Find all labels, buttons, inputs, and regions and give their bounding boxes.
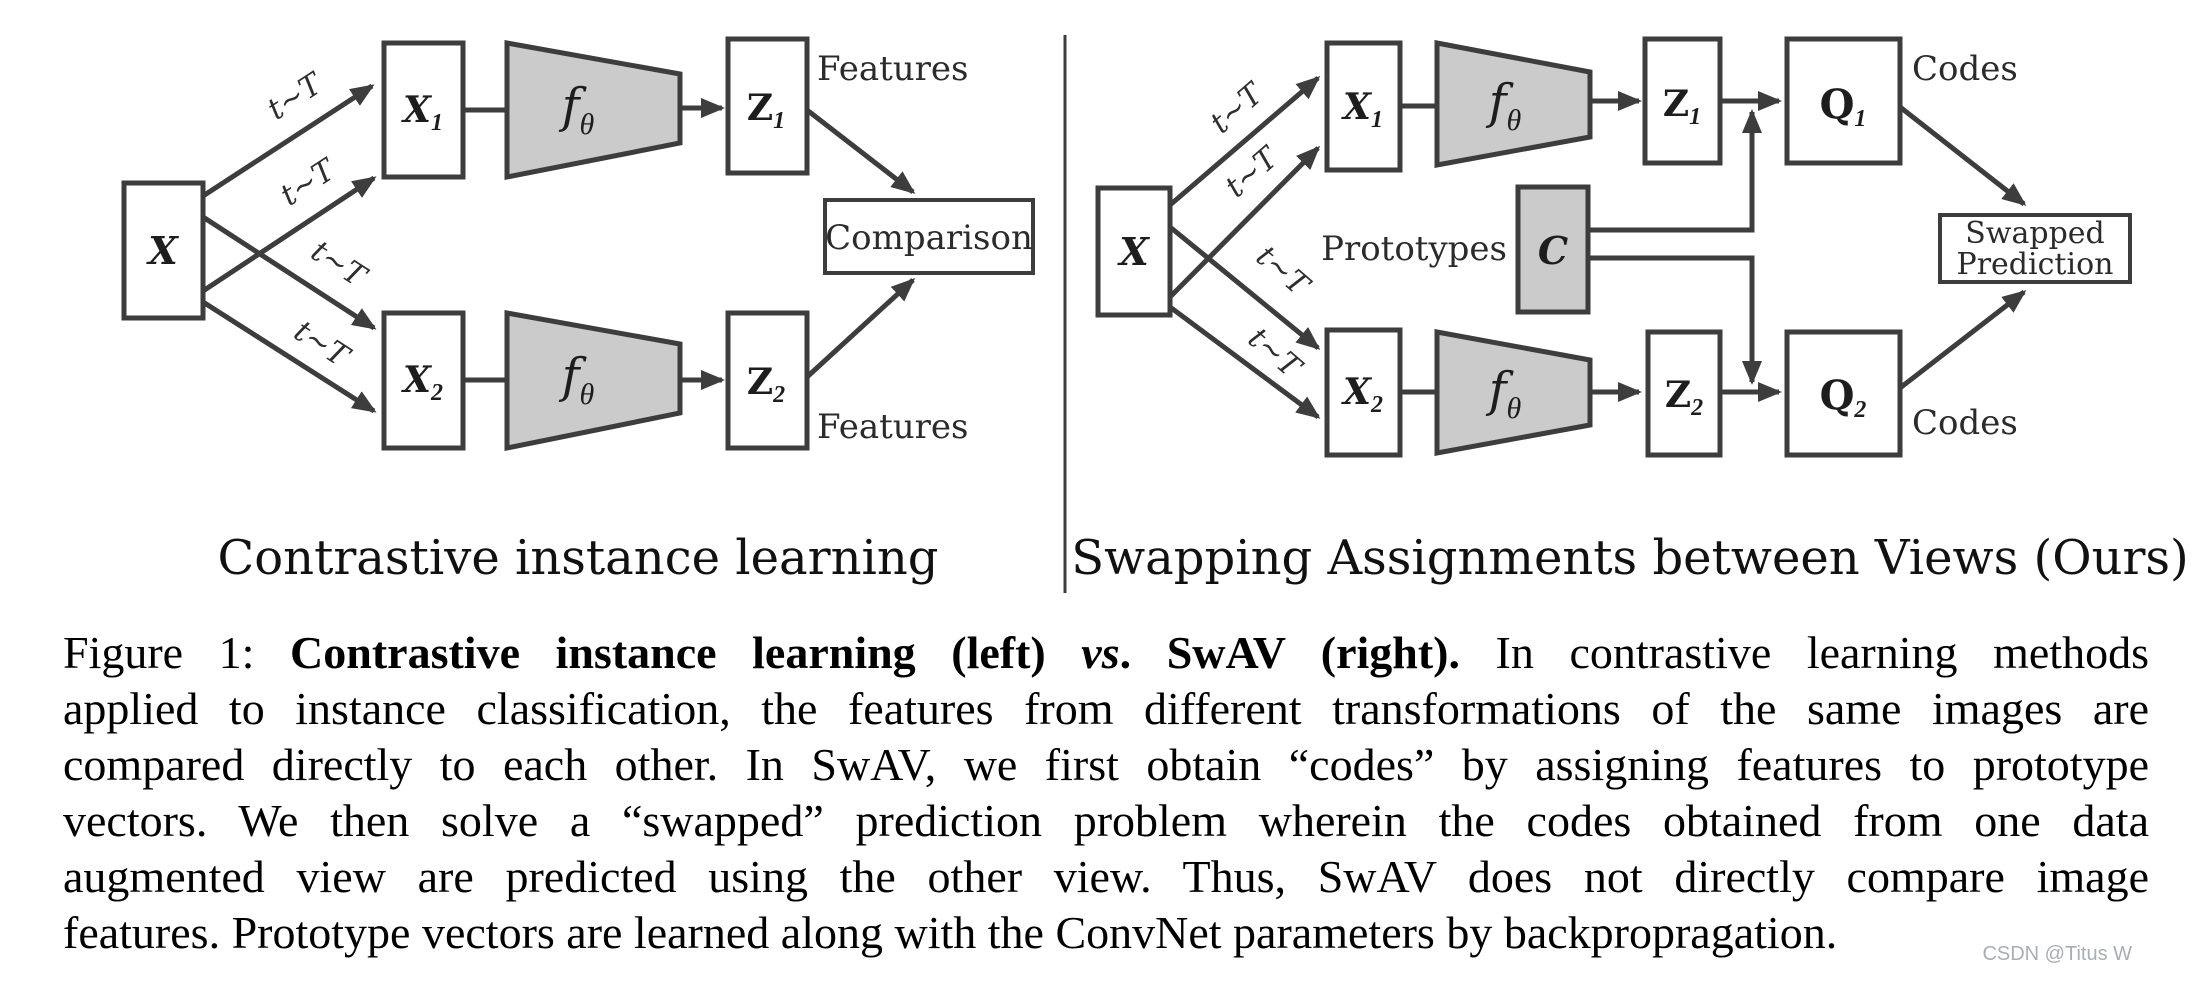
- caption-vs: vs: [1081, 627, 1120, 678]
- codes-label-top: Codes: [1912, 49, 2018, 89]
- arrow-q2-swapped: [1900, 292, 2024, 388]
- c-label: C: [1537, 228, 1569, 273]
- caption-bold-title-2: . SwAV (right).: [1119, 627, 1460, 678]
- comparison-label: Comparison: [825, 218, 1033, 258]
- x1-label: X1: [1343, 86, 1383, 133]
- arrow-z1-comparison: [807, 110, 913, 192]
- figure-caption: [63, 625, 2149, 961]
- swapped-prediction-line1: Swapped: [1965, 216, 2105, 251]
- arrow-q1-swapped: [1900, 107, 2024, 204]
- caption-line-5: augmented view are predicted using the other view. Thus, SwAV does not directly compare image: [63, 851, 2149, 902]
- z1-label: Z1: [1662, 83, 1702, 130]
- transform-label: t∼T: [287, 313, 355, 375]
- caption-text-run: In contrastive learning methods: [1459, 627, 2149, 678]
- caption-bold-title: Contrastive instance learning (left): [290, 627, 1082, 678]
- caption-figure-label: Figure 1:: [63, 627, 291, 678]
- encoder-label-top: fθ: [561, 78, 595, 141]
- transform-label: t∼T: [1203, 76, 1270, 141]
- q1-label: Q1: [1819, 81, 1867, 132]
- transform-label: t∼T: [1249, 238, 1316, 303]
- caption-line-3: compared directly to each other. In SwAV, we first obtain “codes” by assigning features to prototype: [63, 739, 2149, 790]
- encoder-label-bottom: fθ: [561, 348, 595, 411]
- encoder-label-top: fθ: [1488, 74, 1522, 137]
- prototypes-label: Prototypes: [1321, 229, 1507, 269]
- features-label-top: Features: [817, 49, 969, 89]
- x1-label: X1: [403, 89, 443, 136]
- caption-line-2: applied to instance classification, the features from different transformations of the same images are: [63, 683, 2149, 734]
- x-label: X: [1119, 229, 1149, 274]
- z2-label: Z2: [1664, 374, 1704, 421]
- features-label-bottom: Features: [817, 407, 969, 447]
- swapped-prediction-line2: Prediction: [1956, 247, 2114, 282]
- transform-label: t∼T: [261, 66, 329, 128]
- transform-label: t∼T: [1241, 320, 1308, 385]
- arrow-z2-comparison: [807, 280, 913, 377]
- caption-line-6: features. Prototype vectors are learned along with the ConvNet parameters by backpropragation.: [63, 907, 1838, 958]
- transform-label: t∼T: [304, 233, 372, 295]
- caption-line-1: [63, 625, 2149, 681]
- right-panel-caption: Swapping Assignments between Views (Ours): [1071, 530, 2189, 586]
- x2-label: X2: [1343, 371, 1383, 418]
- left-panel-caption: Contrastive instance learning: [217, 530, 939, 586]
- x-label: X: [148, 228, 178, 273]
- left-panel: [124, 39, 1033, 448]
- transform-label: t∼T: [1218, 140, 1285, 205]
- caption-line-4: vectors. We then solve a “swapped” prediction problem wherein the codes obtained from one data: [63, 795, 2149, 846]
- csdn-watermark: CSDN @Titus W: [1982, 943, 2132, 965]
- encoder-label-bottom: fθ: [1488, 362, 1522, 425]
- transform-label: t∼T: [274, 152, 342, 214]
- z1-label: Z1: [746, 87, 786, 134]
- right-panel: [1098, 39, 2130, 455]
- z2-label: Z2: [746, 361, 786, 408]
- arrow-x-to-x2-b: [203, 302, 374, 411]
- codes-label-bottom: Codes: [1912, 403, 2018, 443]
- q2-label: Q2: [1819, 372, 1867, 423]
- x2-label: X2: [403, 359, 443, 406]
